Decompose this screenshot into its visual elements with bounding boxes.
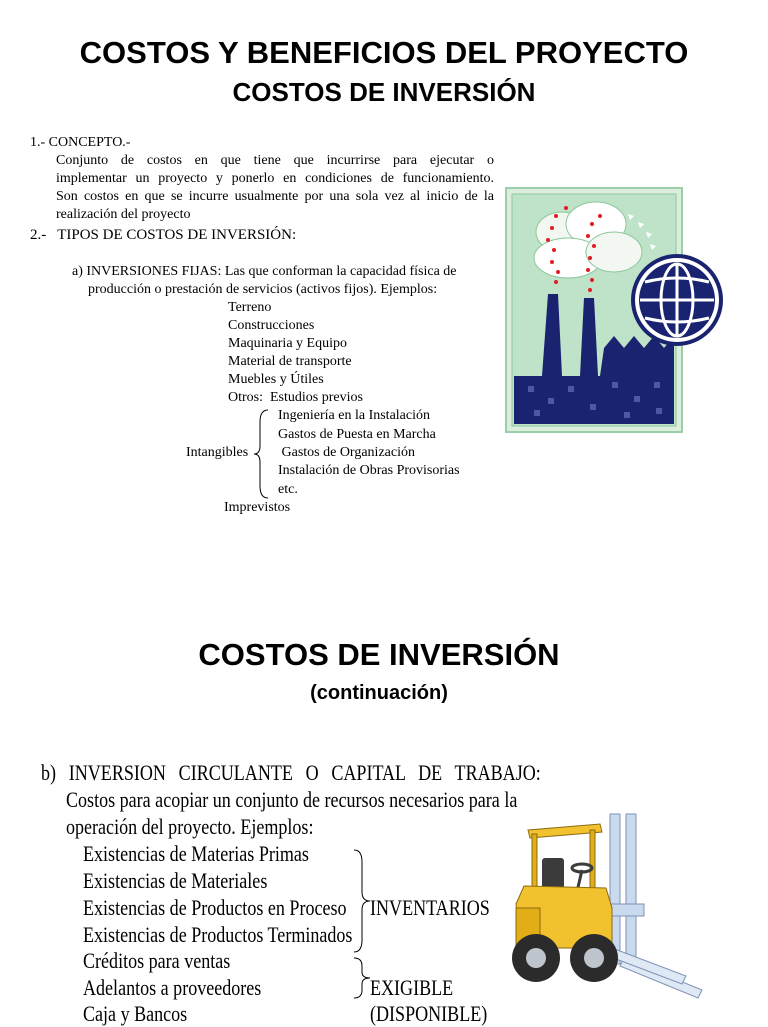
section-title: COSTOS DE INVERSIÓN xyxy=(198,637,560,672)
factory-globe-clipart-icon xyxy=(504,186,726,434)
circulating-item: Créditos para ventas xyxy=(83,948,231,973)
circulating-item: Existencias de Materiales xyxy=(83,868,268,893)
fixed-item: Muebles y Útiles xyxy=(228,372,324,387)
types-heading: 2.- TIPOS DE COSTOS DE INVERSIÓN: xyxy=(30,227,297,243)
concept-line: Son costos en que se incurre usualmente por una sola vez al inicio de la xyxy=(56,189,494,204)
page-title: COSTOS Y BENEFICIOS DEL PROYECTO xyxy=(79,35,689,70)
group-label-exigible: EXIGIBLE xyxy=(370,975,454,1000)
intangibles-label: Intangibles xyxy=(186,445,249,460)
intangible-item: Instalación de Obras Provisorias xyxy=(278,463,460,478)
concept-line: implementar un proyecto y ponerlo en condiciones de funcionamiento. xyxy=(56,171,494,186)
fixed-investment-line: a) INVERSIONES FIJAS: Las que conforman la capacidad física de xyxy=(72,264,457,279)
section-subtitle: (continuación) xyxy=(310,682,448,704)
fixed-item: Terreno xyxy=(228,300,272,315)
inventarios-brace xyxy=(352,848,372,954)
exigible-brace xyxy=(352,956,372,1000)
concept-heading: 1.- CONCEPTO.- xyxy=(30,135,131,150)
circulating-item: Existencias de Productos en Proceso xyxy=(83,895,347,920)
circulating-item: Existencias de Productos Terminados xyxy=(83,922,353,947)
circulating-item: Caja y Bancos xyxy=(83,1001,188,1026)
intangibles-brace xyxy=(252,408,272,500)
circulating-desc-line: operación del proyecto. Ejemplos: xyxy=(66,814,314,839)
circulating-item: Existencias de Materias Primas xyxy=(83,841,309,866)
fixed-item: Material de transporte xyxy=(228,354,352,369)
circulating-heading: b) INVERSION CIRCULANTE O CAPITAL DE TRABAJO: xyxy=(41,760,541,785)
intangible-item: etc. xyxy=(278,482,298,497)
page-subtitle: COSTOS DE INVERSIÓN xyxy=(232,77,536,107)
group-label-inventarios: INVENTARIOS xyxy=(370,895,490,920)
circulating-item: Adelantos a proveedores xyxy=(83,975,262,1000)
group-label-disponible: (DISPONIBLE) xyxy=(370,1001,488,1026)
concept-line: Conjunto de costos en que tiene que incurrirse para ejecutar o xyxy=(56,153,494,168)
intangible-item: Gastos de Puesta en Marcha xyxy=(278,427,436,442)
forklift-clipart-icon xyxy=(506,808,706,1002)
intangible-item: Ingeniería en la Instalación xyxy=(278,408,430,423)
concept-line: realización del proyecto xyxy=(56,207,191,222)
fixed-item: Construcciones xyxy=(228,318,315,333)
intangible-item: Gastos de Organización xyxy=(278,445,415,460)
fixed-investment-line: producción o prestación de servicios (activos fijos). Ejemplos: xyxy=(88,282,438,297)
fixed-item: Otros: Estudios previos xyxy=(228,390,363,405)
fixed-item: Maquinaria y Equipo xyxy=(228,336,347,351)
slide-2 xyxy=(0,590,768,1024)
circulating-desc-line: Costos para acopiar un conjunto de recursos necesarios para la xyxy=(66,787,518,812)
unforeseen-item: Imprevistos xyxy=(224,500,291,515)
